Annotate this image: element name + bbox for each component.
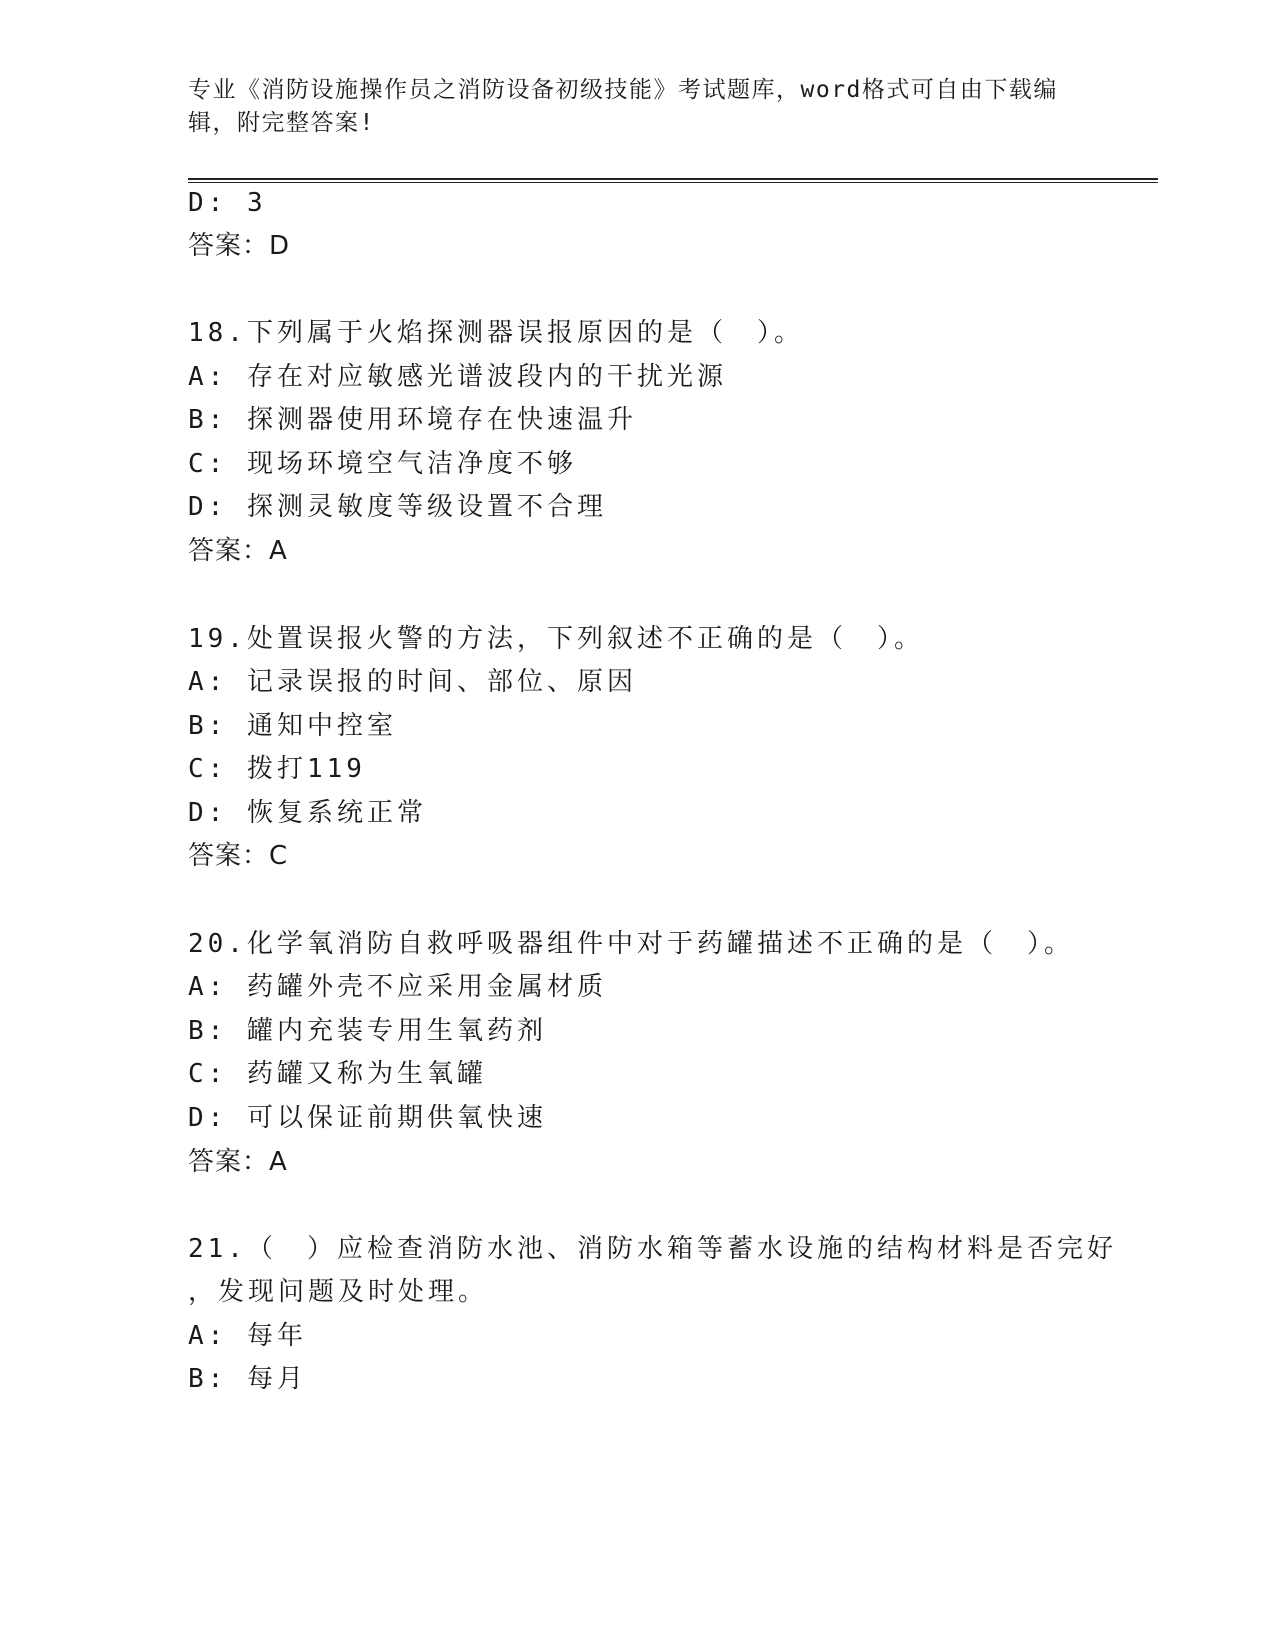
question-21-option-a: A: 每年	[188, 1321, 307, 1351]
question-19-option-d: D: 恢复系统正常	[188, 798, 427, 828]
question-18-option-d: D: 探测灵敏度等级设置不合理	[188, 492, 607, 522]
question-19-stem: 19.处置误报火警的方法，下列叙述不正确的是（ ）。	[188, 624, 924, 654]
question-20-option-d: D: 可以保证前期供氧快速	[188, 1103, 547, 1133]
header-line-2: 辑，附完整答案!	[188, 110, 375, 136]
document-header	[188, 74, 1088, 140]
question-20-option-c: C: 药罐又称为生氧罐	[188, 1059, 487, 1089]
question-20-answer: 答案：A	[188, 1147, 288, 1177]
question-21-stem-line-1: 21.（ ）应检查消防水池、消防水箱等蓄水设施的结构材料是否完好	[188, 1234, 1117, 1264]
question-19-option-c: C: 拨打119	[188, 754, 366, 784]
question-20-stem: 20.化学氧消防自救呼吸器组件中对于药罐描述不正确的是（ ）。	[188, 929, 1074, 959]
question-21-stem-line-2: ，发现问题及时处理。	[188, 1277, 489, 1307]
question-18-stem: 18.下列属于火焰探测器误报原因的是（ ）。	[188, 318, 804, 348]
answer-label: 答案：D	[188, 231, 291, 261]
question-19-option-b: B: 通知中控室	[188, 711, 397, 741]
question-19-answer: 答案：C	[188, 841, 289, 871]
option-d: D: 3	[188, 188, 267, 218]
question-19-option-a: A: 记录误报的时间、部位、原因	[188, 667, 637, 697]
question-21-option-b: B: 每月	[188, 1364, 307, 1394]
question-20-option-b: B: 罐内充装专用生氧药剂	[188, 1016, 547, 1046]
question-18-option-a: A: 存在对应敏感光谱波段内的干扰光源	[188, 362, 727, 392]
header-divider	[188, 178, 1158, 183]
header-line-1: 专业《消防设施操作员之消防设备初级技能》考试题库，word格式可自由下载编	[188, 77, 1058, 103]
question-18-option-c: C: 现场环境空气洁净度不够	[188, 449, 577, 479]
question-20-option-a: A: 药罐外壳不应采用金属材质	[188, 972, 607, 1002]
question-18-option-b: B: 探测器使用环境存在快速温升	[188, 405, 637, 435]
question-18-answer: 答案：A	[188, 536, 288, 566]
